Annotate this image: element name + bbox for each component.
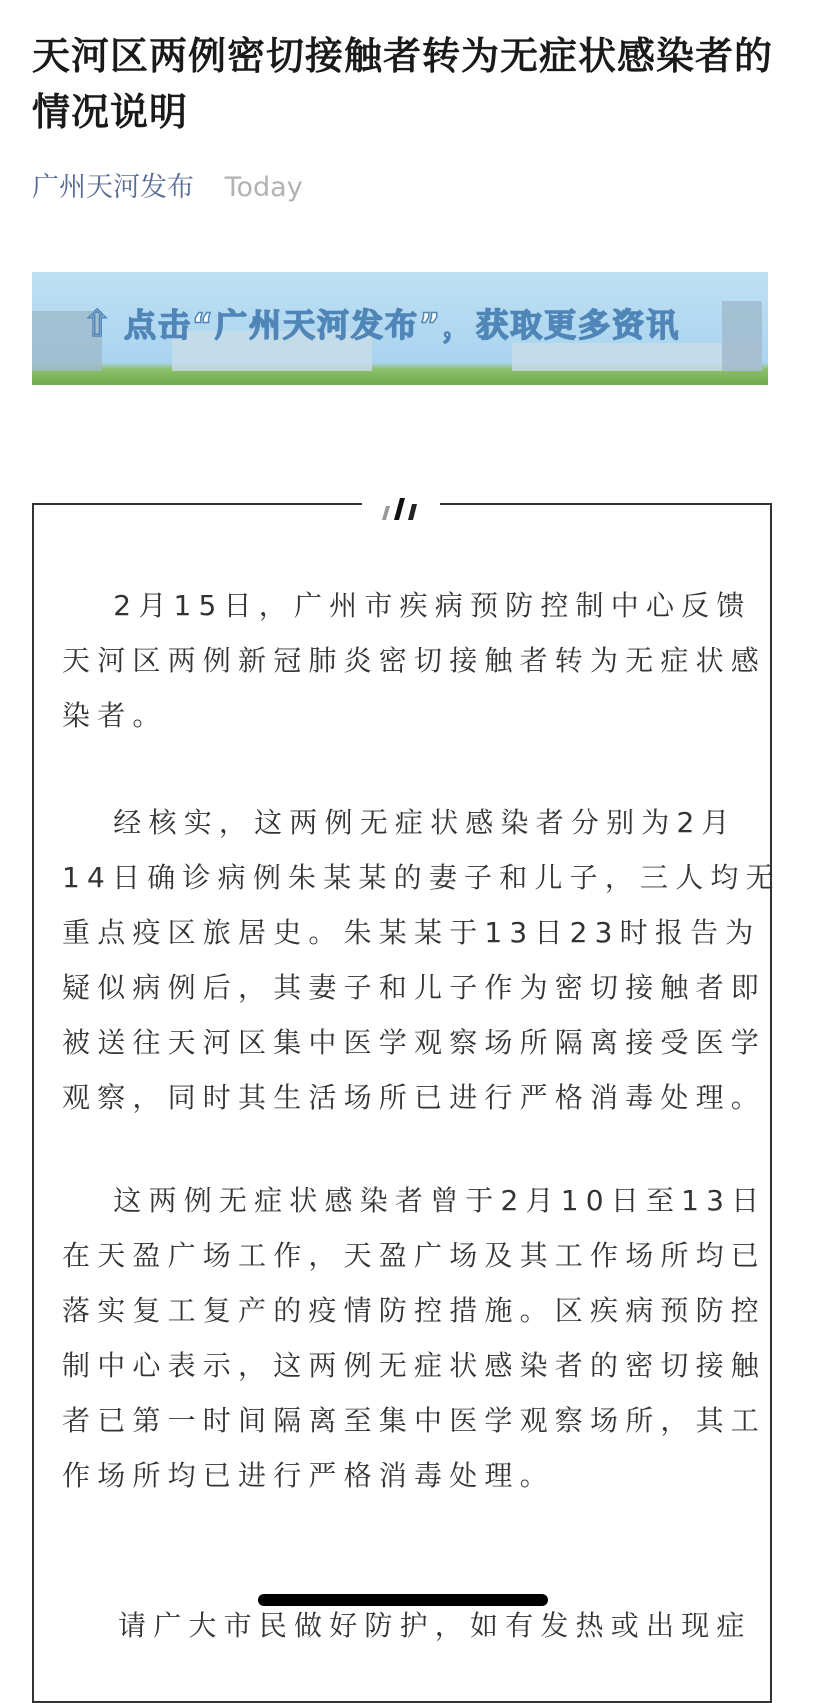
partial-paragraph: 请广大市民做好防护，如有发热或出现症 — [118, 1609, 752, 1642]
source-account-link[interactable]: 广州天河发布 — [32, 172, 194, 203]
paragraph-line: 重点疫区旅居史。朱某某于13日23时报告为 — [62, 916, 761, 949]
follow-banner[interactable] — [32, 272, 768, 385]
paragraph — [62, 1173, 766, 1503]
paragraph-line: 天河区两例新冠肺炎密切接触者转为无症状感 — [62, 644, 767, 677]
paragraph-line: 作场所均已进行严格消毒处理。 — [62, 1459, 555, 1492]
paragraph-line: 染者。 — [62, 699, 168, 732]
paragraph-line: 被送往天河区集中医学观察场所隔离接受医学 — [62, 1026, 767, 1059]
paragraph-line: 制中心表示，这两例无症状感染者的密切接触 — [62, 1349, 767, 1382]
paragraph-line: 在天盈广场工作，天盈广场及其工作场所均已 — [62, 1239, 767, 1272]
up-arrow-icon: ⇧ — [82, 304, 113, 345]
paragraph-line: 2月15日，广州市疾病预防控制中心反馈 — [62, 589, 752, 622]
paragraph-line: 落实复工复产的疫情防控措施。区疾病预防控 — [62, 1294, 767, 1327]
paragraph — [62, 578, 766, 743]
home-indicator[interactable] — [258, 1594, 548, 1606]
article-title: 天河区两例密切接触者转为无症状感染者的情况说明 — [32, 34, 774, 134]
paragraph — [62, 795, 781, 1125]
publish-date: Today — [224, 172, 303, 203]
frame-divider-left — [32, 503, 362, 505]
paragraph-line: 者已第一时间隔离至集中医学观察场所，其工 — [62, 1404, 767, 1437]
banner-text: 点击“广州天河发布”，获取更多资讯 — [124, 306, 681, 344]
article-meta — [32, 170, 303, 206]
paragraph-line: 14日确诊病例朱某某的妻子和儿子，三人均无 — [62, 861, 781, 894]
paragraph-line: 观察，同时其生活场所已进行严格消毒处理。 — [62, 1081, 767, 1114]
paragraph-line: 经核实，这两例无症状感染者分别为2月 — [62, 806, 737, 839]
paragraph-line: 疑似病例后，其妻子和儿子作为密切接触者即 — [62, 971, 767, 1004]
slash-ornament-icon — [372, 492, 432, 522]
paragraph-line: 这两例无症状感染者曾于2月10日至13日 — [62, 1184, 767, 1217]
frame-divider-right — [440, 503, 772, 505]
